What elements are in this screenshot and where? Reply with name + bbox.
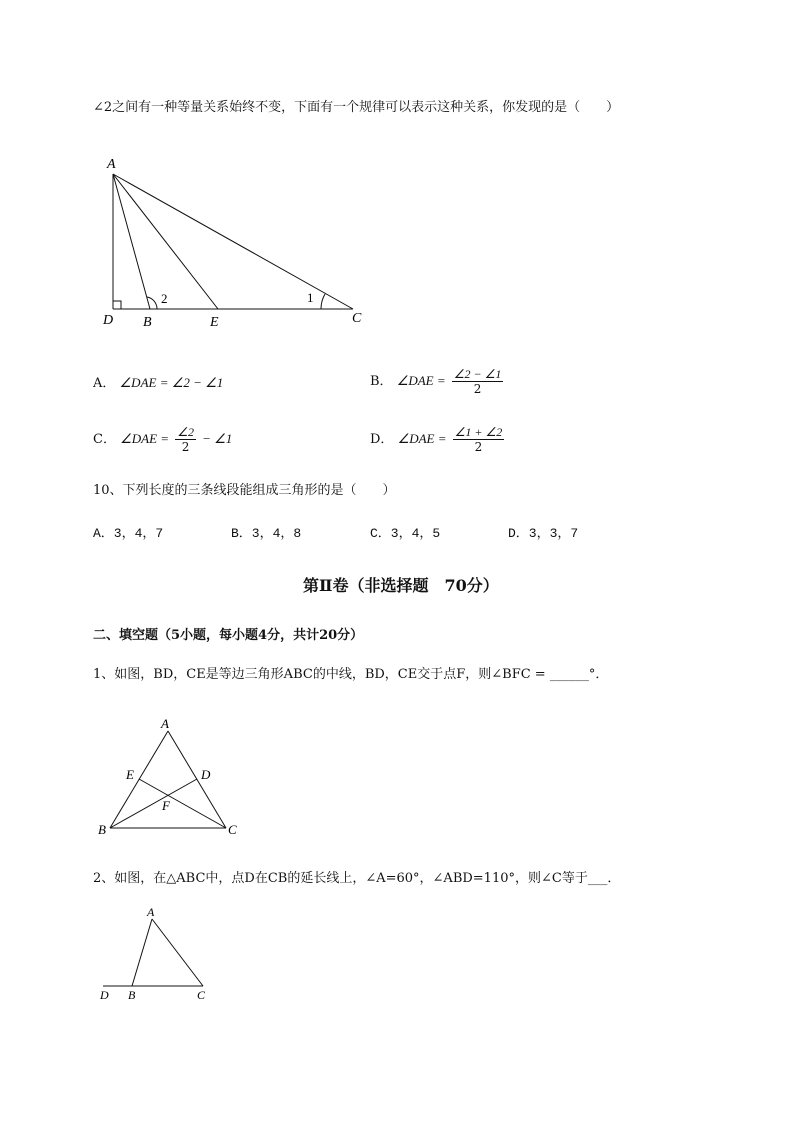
q9-label-A: A (107, 157, 116, 172)
q9-label-B: B (143, 315, 152, 330)
fill1-label-F: F (162, 798, 170, 813)
fill2-label-C: C (197, 988, 206, 1002)
q10-option-D[interactable]: D．3，3，7 (508, 526, 579, 541)
option-C-denominator: 2 (181, 440, 190, 454)
fill2-label-A: A (147, 905, 155, 919)
q10-stem: 10、下列长度的三条线段能组成三角形的是（ ） (93, 483, 396, 498)
q10-option-A[interactable]: A．3，4，7 (93, 526, 164, 541)
q9-label-D: D (103, 313, 114, 328)
option-D-denominator: 2 (474, 440, 483, 454)
q9-option-C[interactable] (93, 425, 232, 454)
option-B-left: ∠DAE = (396, 373, 446, 388)
q10-option-B[interactable]: B．3，4，8 (231, 526, 302, 541)
fill1-label-B: B (98, 822, 106, 837)
section2-title: 二、填空题（5小题，每小题4分，共计20分） (93, 628, 364, 643)
option-B-label: B． (370, 374, 393, 389)
fill2-label-B: B (128, 988, 136, 1002)
option-A-expr: ∠DAE = ∠2 − ∠1 (119, 375, 224, 390)
option-C-fraction (175, 425, 196, 454)
q9-label-E: E (210, 315, 219, 330)
option-B-fraction (452, 367, 504, 396)
q9-option-B[interactable] (370, 367, 505, 396)
option-D-numerator: ∠1 + ∠2 (454, 425, 503, 439)
q9-figure (95, 150, 395, 330)
fill1-label-D: D (201, 767, 211, 782)
q10-option-C[interactable]: C．3，4，5 (370, 526, 441, 541)
option-B-numerator: ∠2 − ∠1 (453, 367, 502, 381)
q9-angle1-label: 1 (307, 290, 314, 305)
option-D-fraction (453, 425, 505, 454)
fill2-label-D: D (100, 988, 109, 1002)
fill1-figure (95, 715, 245, 840)
option-C-left: ∠DAE = (120, 431, 170, 446)
option-A-label: A． (93, 376, 116, 391)
option-C-numerator: ∠2 (177, 425, 194, 439)
fill1-label-C: C (228, 822, 237, 837)
option-D-left: ∠DAE = (397, 431, 447, 446)
q9-angle2-label: 2 (161, 291, 168, 306)
q9-option-D[interactable] (370, 425, 506, 454)
option-C-label: C． (93, 432, 116, 447)
fill1-stem: 1、如图，BD，CE是等边三角形ABC的中线，BD，CE交于点F，则∠BFC = ______°． (93, 667, 609, 682)
q9-stem: ∠2之间有一种等量关系始终不变，下面有一个规律可以表示这种关系，你发现的是（ ） (93, 100, 620, 115)
fill1-label-E: E (126, 767, 134, 782)
part2-title: 第Ⅱ卷（非选择题 70分） (303, 576, 499, 595)
option-B-denominator: 2 (473, 382, 482, 396)
q9-label-C: C (352, 311, 362, 326)
fill2-figure (95, 903, 225, 1003)
q9-option-A[interactable] (93, 375, 223, 392)
option-C-right: − ∠1 (202, 431, 233, 446)
fill2-stem: 2、如图，在△ABC中，点D在CB的延长线上，∠A=60°，∠ABD=110°，则∠C等于___． (93, 871, 621, 886)
fill1-label-A: A (161, 716, 169, 731)
option-D-label: D． (370, 432, 394, 447)
